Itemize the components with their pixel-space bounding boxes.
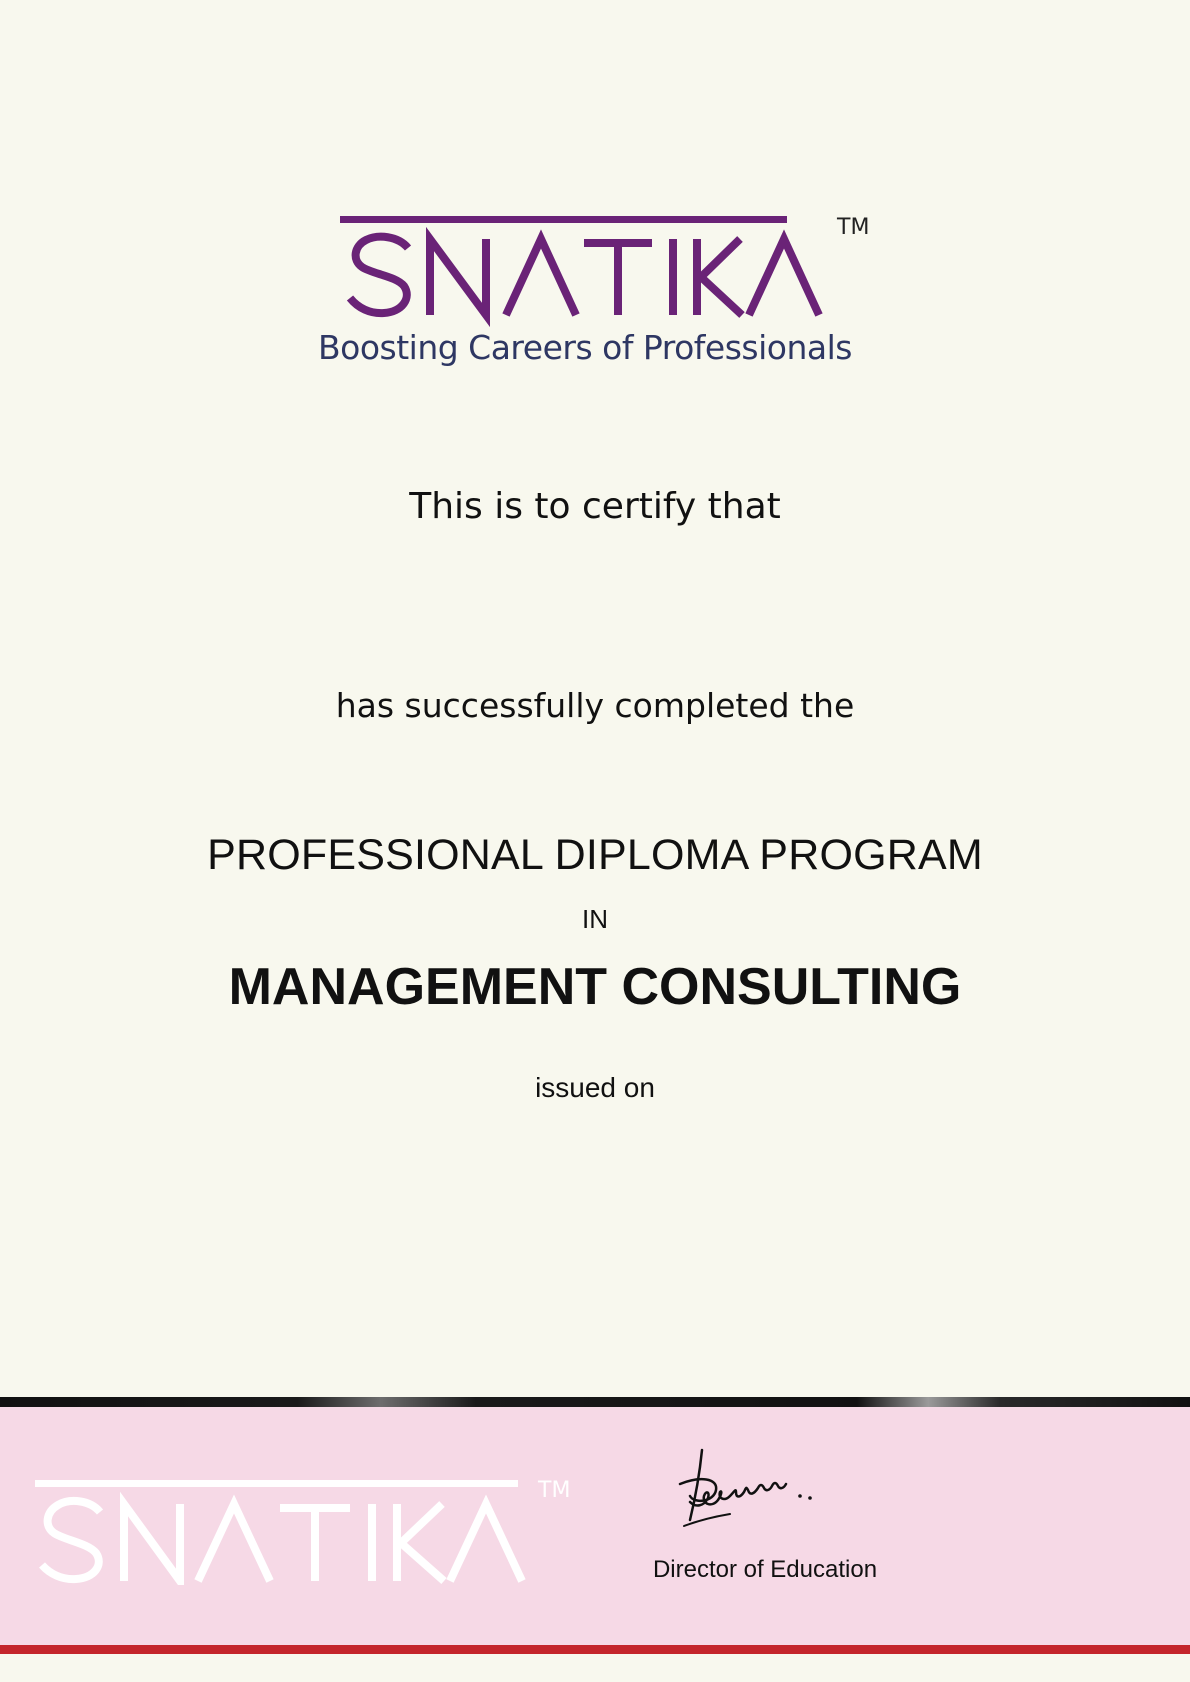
trademark-symbol: TM: [837, 215, 870, 240]
signatory-title: Director of Education: [652, 1556, 878, 1583]
course-title: MANAGEMENT CONSULTING: [228, 958, 962, 1016]
brand-tagline: Boosting Careers of Professionals: [318, 328, 852, 367]
issued-on-label: issued on: [535, 1072, 655, 1103]
footer-logo-mark: [30, 1470, 590, 1585]
completion-statement: has successfully completed the: [335, 686, 855, 725]
program-connector: IN: [582, 904, 608, 934]
program-title: PROFESSIONAL DIPLOMA PROGRAM: [207, 831, 983, 879]
footer-accent-line: [0, 1645, 1190, 1654]
snatika-logo-mark: [300, 200, 900, 330]
footer-trademark-symbol: TM: [538, 1478, 571, 1503]
certify-intro: This is to certify that: [409, 486, 781, 527]
footer-snatika-logo: [30, 1470, 590, 1585]
snatika-logo: [300, 200, 900, 375]
footer-divider: [0, 1397, 1190, 1407]
page-bottom-margin: [0, 1654, 1190, 1682]
director-signature: [660, 1440, 840, 1540]
